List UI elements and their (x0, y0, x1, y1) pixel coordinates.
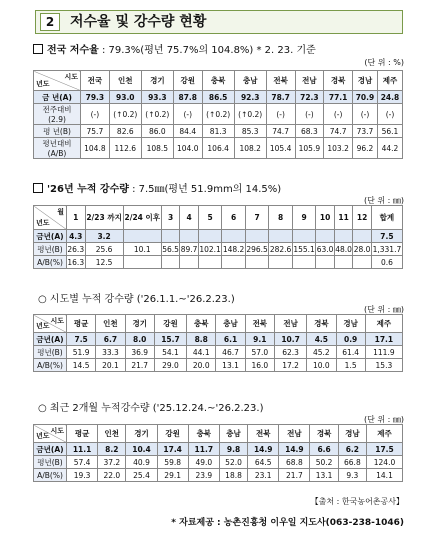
table-row (34, 138, 403, 159)
table-cell: 15.3 (365, 359, 402, 372)
table-cell: 10.0 (307, 359, 336, 372)
corner-header (34, 71, 81, 91)
table-cell: (↑0.2) (202, 104, 234, 125)
table-cell: 28.0 (353, 244, 371, 254)
table-cell: 89.7 (180, 244, 198, 254)
table-cell (123, 230, 161, 243)
table-cell: 155.1 (293, 244, 315, 254)
table-row (34, 469, 403, 482)
table-cell: 68.3 (295, 125, 324, 138)
corner-header (34, 206, 67, 230)
table-row (34, 333, 403, 346)
table-cell (334, 230, 353, 243)
table-row (34, 443, 403, 456)
table-cell: 56.5 (162, 244, 179, 254)
column-header: 경기 (141, 71, 173, 91)
corner-bottom: 년도 (36, 322, 50, 330)
table-cell: 22.0 (98, 469, 126, 482)
column-header: 인천 (96, 315, 125, 333)
table-cell: 10.4 (126, 443, 157, 456)
table-cell: 29.0 (154, 359, 186, 372)
table-cell: 6.1 (216, 333, 245, 346)
column-header: 제주 (367, 425, 403, 443)
column-header: 인천 (98, 425, 126, 443)
table-row (34, 230, 403, 243)
table-cell: 108.2 (234, 138, 266, 159)
table-cell: (-) (266, 104, 295, 125)
table-cell: 63.0 (316, 244, 334, 254)
table-row (34, 104, 403, 125)
table-cell (353, 256, 372, 269)
table-cell: 19.3 (67, 469, 98, 482)
table-cell: 3.2 (85, 230, 123, 243)
column-header: 2/24 이후 (123, 206, 161, 230)
row-label: 금년(A) (34, 443, 67, 456)
table-cell: 10.1 (123, 243, 161, 256)
table-cell (161, 256, 180, 269)
row-label: 금 년(A) (34, 91, 81, 104)
column-header: 충남 (216, 315, 245, 333)
table-cell: 112.6 (109, 138, 141, 159)
checkbox-icon (33, 44, 43, 54)
recent-heading: ○ 최근 2개월 누적강수량 ('25.12.24.~'26.2.23.) (38, 403, 264, 414)
row-label: A/B(%) (34, 256, 67, 269)
regional-unit: (단 위 : ㎜) (363, 305, 404, 314)
table-cell: 96.2 (353, 138, 378, 159)
table-cell: 6.6 (310, 443, 338, 456)
column-header: 전북 (245, 315, 274, 333)
row-label: 전주대비 (2.9) (34, 104, 81, 125)
table-cell: 52.0 (219, 456, 247, 469)
column-header: 전남 (274, 315, 306, 333)
table-cell: 21.7 (125, 359, 154, 372)
table-cell: 6.7 (96, 333, 125, 346)
table-cell: 103.2 (324, 138, 353, 159)
corner-top: 시도 (50, 317, 64, 325)
rain-heading (33, 180, 281, 195)
rain-table (33, 205, 403, 269)
row-label: A/B(%) (34, 469, 67, 482)
table-cell: 1,331.7 (372, 244, 402, 254)
table-cell: 14.9 (248, 443, 279, 456)
column-header: 7 (245, 206, 269, 230)
table-cell: (-) (324, 104, 353, 125)
table-cell: 102.1 (199, 244, 221, 254)
column-header: 경기 (126, 425, 157, 443)
table-cell (292, 256, 316, 269)
table-cell: 25.6 (85, 243, 123, 256)
table-cell: 23.9 (188, 469, 219, 482)
column-header: 전국 (81, 71, 110, 91)
table-cell: 23.1 (248, 469, 279, 482)
reservoir-table (33, 70, 403, 159)
table-cell (269, 256, 293, 269)
table-cell: 8.0 (125, 333, 154, 346)
table-row (34, 125, 403, 138)
column-header: 경북 (310, 425, 338, 443)
table-cell (180, 230, 199, 243)
table-cell: 11.7 (188, 443, 219, 456)
regional-heading: ○ 시도별 누적 강수량 ('26.1.1.~'26.2.23.) (38, 294, 235, 305)
column-header: 제주 (377, 71, 402, 91)
rain-summary: : 7.5㎜(평년 51.9mm의 14.5%) (128, 184, 282, 195)
table-cell: 17.4 (157, 443, 188, 456)
corner-top: 월 (57, 208, 64, 216)
table-cell: 8.2 (98, 443, 126, 456)
table-cell: 13.1 (216, 359, 245, 372)
table-cell: 296.5 (246, 244, 268, 254)
table-cell: 92.3 (234, 91, 266, 104)
table-row (34, 456, 403, 469)
table-cell: 45.2 (307, 346, 336, 359)
contact-note: * 자료제공 : 농촌진흥청 이우일 지도사(063-238-1046) (171, 518, 404, 528)
table-cell: 9.3 (338, 469, 366, 482)
table-cell: 29.1 (157, 469, 188, 482)
table-cell (353, 230, 372, 243)
table-cell: 73.7 (353, 125, 378, 138)
table-cell: (-) (81, 104, 110, 125)
table-cell: 25.4 (126, 469, 157, 482)
table-cell: 17.5 (367, 443, 403, 456)
column-header: 5 (198, 206, 222, 230)
table-cell (222, 256, 246, 269)
column-header: 경남 (338, 425, 366, 443)
corner-header (34, 425, 67, 443)
column-header: 충북 (187, 315, 216, 333)
checkbox-icon (33, 183, 43, 193)
table-cell: (-) (353, 104, 378, 125)
column-header: 충남 (219, 425, 247, 443)
table-cell: 16.0 (245, 359, 274, 372)
column-header: 10 (316, 206, 335, 230)
row-label: 금년(A) (34, 333, 67, 346)
table-row (34, 256, 403, 269)
column-header: 강원 (154, 315, 186, 333)
table-cell: 13.1 (310, 469, 338, 482)
table-cell (316, 230, 335, 243)
table-row (34, 359, 403, 372)
column-header: 합계 (371, 206, 402, 230)
table-cell: 85.3 (234, 125, 266, 138)
column-header: 강원 (173, 71, 202, 91)
corner-bottom: 년도 (36, 432, 50, 440)
recent-unit: (단 위 : ㎜) (363, 415, 404, 424)
reservoir-title: 전국 저수율 (47, 45, 99, 56)
table-cell: 16.3 (67, 257, 85, 267)
table-cell: 79.3 (81, 91, 110, 104)
reservoir-unit: (단 위 : %) (364, 58, 404, 67)
table-cell: (↑0.2) (141, 104, 173, 125)
table-cell: 49.0 (188, 456, 219, 469)
rain-title: '26년 누적 강수량 (47, 184, 129, 195)
row-label: 평년(B) (34, 456, 67, 469)
table-cell: 14.1 (367, 469, 403, 482)
table-cell: 6.2 (338, 443, 366, 456)
column-header: 충북 (188, 425, 219, 443)
table-cell: 40.9 (126, 456, 157, 469)
table-cell: 61.4 (336, 346, 365, 359)
table-cell (198, 230, 222, 243)
table-cell: 70.9 (353, 91, 378, 104)
column-header: 경북 (324, 71, 353, 91)
table-cell: 72.3 (295, 91, 324, 104)
table-row (34, 346, 403, 359)
table-cell: (↑0.2) (109, 104, 141, 125)
table-cell: 108.5 (141, 138, 173, 159)
corner-header (34, 315, 67, 333)
table-cell: 46.7 (216, 346, 245, 359)
table-cell (123, 256, 161, 269)
table-cell: 8.8 (187, 333, 216, 346)
table-cell: 4.3 (67, 230, 86, 243)
table-cell: 11.1 (67, 443, 98, 456)
table-cell: 148.2 (222, 244, 245, 254)
table-cell: 105.4 (266, 138, 295, 159)
table-cell: 54.1 (154, 346, 186, 359)
table-cell: (↑0.2) (234, 104, 266, 125)
reservoir-summary: : 79.3%(평년 75.7%의 104.8%) * 2. 23. 기준 (98, 45, 316, 56)
table-cell: 105.9 (295, 138, 324, 159)
column-header: 인천 (109, 71, 141, 91)
column-header: 12 (353, 206, 372, 230)
table-cell: 4.5 (307, 333, 336, 346)
column-header: 충남 (234, 71, 266, 91)
column-header: 9 (292, 206, 316, 230)
table-cell: 20.1 (96, 359, 125, 372)
column-header: 평균 (67, 315, 96, 333)
table-cell: 77.1 (324, 91, 353, 104)
table-cell: 106.4 (202, 138, 234, 159)
table-cell (292, 230, 316, 243)
column-header: 경기 (125, 315, 154, 333)
column-header: 전북 (266, 71, 295, 91)
table-cell (245, 256, 269, 269)
table-cell: 78.7 (266, 91, 295, 104)
corner-bottom: 년도 (36, 80, 50, 88)
column-header: 충북 (202, 71, 234, 91)
table-cell: 74.7 (324, 125, 353, 138)
column-header: 경북 (307, 315, 336, 333)
table-cell: 7.5 (67, 333, 96, 346)
table-cell: 26.3 (67, 244, 85, 254)
column-header: 전북 (248, 425, 279, 443)
table-cell: 51.9 (67, 346, 96, 359)
table-cell (269, 230, 293, 243)
table-cell: 57.4 (67, 456, 98, 469)
column-header: 전남 (295, 71, 324, 91)
table-cell: 93.3 (141, 91, 173, 104)
table-cell: 44.2 (377, 138, 402, 159)
table-cell (245, 230, 269, 243)
recent-table (33, 424, 403, 482)
table-cell: 10.7 (274, 333, 306, 346)
column-header: 11 (334, 206, 353, 230)
table-row (34, 243, 403, 256)
table-cell: 14.5 (67, 359, 96, 372)
table-cell (161, 230, 180, 243)
row-label: 평년(B) (34, 243, 67, 256)
table-cell (334, 256, 353, 269)
table-cell: 37.2 (98, 456, 126, 469)
corner-top: 시도 (50, 427, 64, 435)
table-cell: 104.0 (173, 138, 202, 159)
table-cell: 124.0 (367, 456, 403, 469)
table-cell: 50.2 (310, 456, 338, 469)
table-cell: 282.6 (269, 244, 292, 254)
table-cell: 17.1 (365, 333, 402, 346)
reservoir-heading (33, 41, 316, 56)
row-label: 평년(B) (34, 346, 67, 359)
corner-bottom: 년도 (36, 219, 50, 227)
table-cell: 9.8 (219, 443, 247, 456)
table-cell: 84.4 (173, 125, 202, 138)
rain-unit: (단 위 : ㎜) (363, 196, 404, 205)
row-label: A/B(%) (34, 359, 67, 372)
table-cell: 111.9 (365, 346, 402, 359)
section-header (35, 10, 403, 34)
column-header: 2/23 까지 (85, 206, 123, 230)
regional-table (33, 314, 403, 372)
table-cell: 59.8 (157, 456, 188, 469)
table-cell: 21.7 (279, 469, 310, 482)
row-label: 금년(A) (34, 230, 67, 243)
table-cell: (-) (377, 104, 402, 125)
section-title: 저수율 및 강수량 현황 (70, 14, 207, 30)
table-cell: (-) (173, 104, 202, 125)
table-cell: 44.1 (187, 346, 216, 359)
table-cell: 1.5 (336, 359, 365, 372)
table-cell: 33.3 (96, 346, 125, 359)
table-cell: 82.6 (109, 125, 141, 138)
table-cell: 68.8 (279, 456, 310, 469)
table-cell: 74.7 (266, 125, 295, 138)
table-cell: 86.5 (202, 91, 234, 104)
row-label: 평 년(B) (34, 125, 81, 138)
column-header: 경남 (353, 71, 378, 91)
table-cell: 36.9 (125, 346, 154, 359)
corner-top: 시도 (64, 73, 78, 81)
table-cell (316, 256, 335, 269)
table-cell: 15.7 (154, 333, 186, 346)
table-cell (222, 230, 246, 243)
table-cell: 66.8 (338, 456, 366, 469)
table-cell: 75.7 (81, 125, 110, 138)
row-label: 평년대비 (A/B) (34, 138, 81, 159)
table-cell: 57.0 (245, 346, 274, 359)
table-cell: 9.1 (245, 333, 274, 346)
column-header: 4 (180, 206, 199, 230)
table-cell: 62.3 (274, 346, 306, 359)
column-header: 평균 (67, 425, 98, 443)
table-cell: 87.8 (173, 91, 202, 104)
table-cell: 12.5 (85, 256, 123, 269)
source-note: 【출처 : 한국농어촌공사】 (310, 497, 404, 506)
table-cell: 24.8 (377, 91, 402, 104)
table-row (34, 91, 403, 104)
table-cell: 0.9 (336, 333, 365, 346)
table-cell: 18.8 (219, 469, 247, 482)
column-header: 3 (161, 206, 180, 230)
table-cell: 20.0 (187, 359, 216, 372)
column-header: 강원 (157, 425, 188, 443)
table-cell: 86.0 (141, 125, 173, 138)
table-cell: 7.5 (371, 230, 402, 243)
table-cell (180, 256, 199, 269)
section-number: 2 (40, 13, 60, 31)
table-cell: (-) (295, 104, 324, 125)
table-cell: 93.0 (109, 91, 141, 104)
column-header: 6 (222, 206, 246, 230)
column-header: 제주 (365, 315, 402, 333)
column-header: 전남 (279, 425, 310, 443)
table-cell: 14.9 (279, 443, 310, 456)
table-cell: 104.8 (81, 138, 110, 159)
table-cell: 48.0 (335, 244, 352, 254)
table-cell: 64.5 (248, 456, 279, 469)
column-header: 경남 (336, 315, 365, 333)
table-cell: 56.1 (377, 125, 402, 138)
table-cell: 81.3 (202, 125, 234, 138)
column-header: 8 (269, 206, 293, 230)
table-cell (198, 256, 222, 269)
table-cell: 17.2 (274, 359, 306, 372)
table-cell: 0.6 (371, 256, 402, 269)
column-header: 1 (67, 206, 86, 230)
